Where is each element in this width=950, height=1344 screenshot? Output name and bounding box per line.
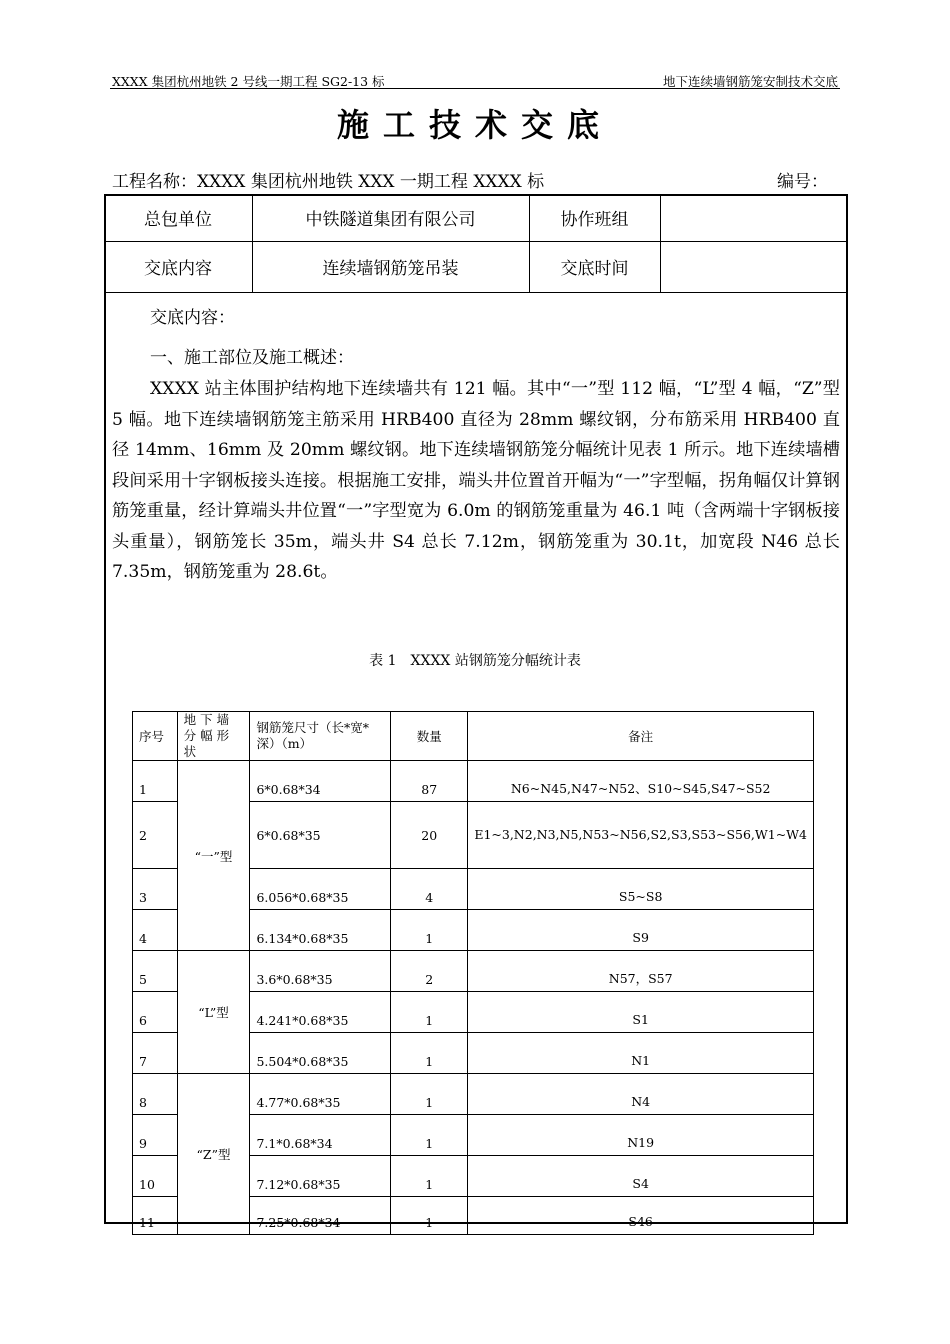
contractor-value: 中铁隧道集团有限公司 <box>305 210 476 230</box>
table-row <box>133 951 814 992</box>
row-remark: S4 <box>468 1156 814 1197</box>
header-qty: 数量 <box>391 712 468 761</box>
project-name: 工程名称：XXXX 集团杭州地铁 XXX 一期工程 XXXX 标 <box>112 172 545 192</box>
intro-heading: 交底内容： <box>150 308 235 328</box>
row-qty: 1 <box>391 1115 468 1156</box>
row-remark: N19 <box>468 1115 814 1156</box>
section-heading: 一、施工部位及施工概述： <box>150 348 354 368</box>
group-shape: “Z”型 <box>177 1074 250 1235</box>
row-qty: 20 <box>391 802 468 869</box>
row-qty: 4 <box>391 869 468 910</box>
row-remark: S5~S8 <box>468 869 814 910</box>
row-size: 5.504*0.68*35 <box>250 1033 391 1074</box>
table-row <box>133 761 814 802</box>
running-header-right: 地下连续墙钢筋笼安制技术交底 <box>662 74 838 89</box>
overview-paragraph: XXXX 站主体围护结构地下连续墙共有 121 幅。其中“一”型 112 幅，“L”型 4 幅，“Z”型 5 幅。地下连续墙钢筋笼主筋采用 HRB400 直径为 28mm 螺纹钢，分布筋采用 HRB400 直径 14mm、16mm 及 20mm 螺纹钢。地下连续墙钢筋笼分幅统计见表 1 所示。地下连续墙槽段间采用十字钢板接头连接。根据施工安排，端头井位置首开幅为“一”字型幅，拐角幅仅计算钢筋笼重量，经计算端头井位置“一”字型宽为 6.0m 的钢筋笼重量为 46.1 吨（含两端十字钢板接头重量），钢筋笼长 35m，端头井 S4 总长 7.12m，钢筋笼重为 30.1t，加宽段 N46 总长 7.35m，钢筋笼重为 28.6t。 <box>112 379 840 582</box>
contractor-label: 总包单位 <box>144 210 212 230</box>
row-size: 6.056*0.68*35 <box>250 869 391 910</box>
group-shape: “一”型 <box>177 761 250 951</box>
table-caption: 表 1 XXXX 站钢筋笼分幅统计表 <box>369 653 581 669</box>
row-qty: 1 <box>391 1033 468 1074</box>
row-size: 4.77*0.68*35 <box>250 1074 391 1115</box>
header-seq: 序号 <box>133 712 178 761</box>
row-seq: 11 <box>133 1197 178 1235</box>
row-seq: 4 <box>133 910 178 951</box>
row-qty: 1 <box>391 992 468 1033</box>
row-seq: 7 <box>133 1033 178 1074</box>
row-seq: 2 <box>133 802 178 869</box>
row-seq: 10 <box>133 1156 178 1197</box>
row-remark: N1 <box>468 1033 814 1074</box>
row-size: 6.134*0.68*35 <box>250 910 391 951</box>
row-qty: 1 <box>391 1197 468 1235</box>
document-number-label: 编号： <box>777 172 828 192</box>
document-title: 施工技术交底 <box>336 106 613 144</box>
row-remark: S46 <box>468 1197 814 1235</box>
row-size: 6*0.68*35 <box>250 802 391 869</box>
row-remark: N6~N45,N47~N52、S10~S45,S47~S52 <box>468 761 814 802</box>
content-value: 连续墙钢筋笼吊装 <box>322 259 459 279</box>
row-size: 7.1*0.68*34 <box>250 1115 391 1156</box>
row-seq: 6 <box>133 992 178 1033</box>
row-remark: N57，S57 <box>468 951 814 992</box>
table-header-row <box>133 712 814 761</box>
time-label: 交底时间 <box>560 259 629 279</box>
row-seq: 5 <box>133 951 178 992</box>
header-remark: 备注 <box>468 712 814 761</box>
time-value <box>660 241 848 292</box>
row-seq: 3 <box>133 869 178 910</box>
group-shape: “L”型 <box>177 951 250 1074</box>
row-size: 7.25*0.68*34 <box>250 1197 391 1235</box>
table-row <box>133 1074 814 1115</box>
row-qty: 1 <box>391 910 468 951</box>
header-rule <box>110 88 840 89</box>
row-qty: 1 <box>391 1156 468 1197</box>
row-size: 4.241*0.68*35 <box>250 992 391 1033</box>
row-size: 7.12*0.68*35 <box>250 1156 391 1197</box>
stats-table <box>132 711 814 1235</box>
header-size: 钢筋笼尺寸（长*宽*深）（m） <box>250 712 391 761</box>
row-seq: 8 <box>133 1074 178 1115</box>
row-seq: 9 <box>133 1115 178 1156</box>
row-qty: 1 <box>391 1074 468 1115</box>
row-remark: N4 <box>468 1074 814 1115</box>
row-qty: 87 <box>391 761 468 802</box>
header-shape: 地下墙分幅形状 <box>177 712 250 761</box>
row-remark: S1 <box>468 992 814 1033</box>
row-remark: S9 <box>468 910 814 951</box>
row-size: 3.6*0.68*35 <box>250 951 391 992</box>
team-label: 协作班组 <box>560 210 629 230</box>
project-line <box>112 167 828 192</box>
row-seq: 1 <box>133 761 178 802</box>
row-remark: E1~3,N2,N3,N5,N53~N56,S2,S3,S53~S56,W1~W4 <box>468 802 814 869</box>
content-label: 交底内容 <box>144 259 212 279</box>
row-qty: 2 <box>391 951 468 992</box>
info-bottom-divider <box>104 292 848 293</box>
team-value <box>660 194 848 241</box>
running-header-left: XXXX 集团杭州地铁 2 号线一期工程 SG2-13 标 <box>112 74 385 89</box>
row-size: 6*0.68*34 <box>250 761 391 802</box>
